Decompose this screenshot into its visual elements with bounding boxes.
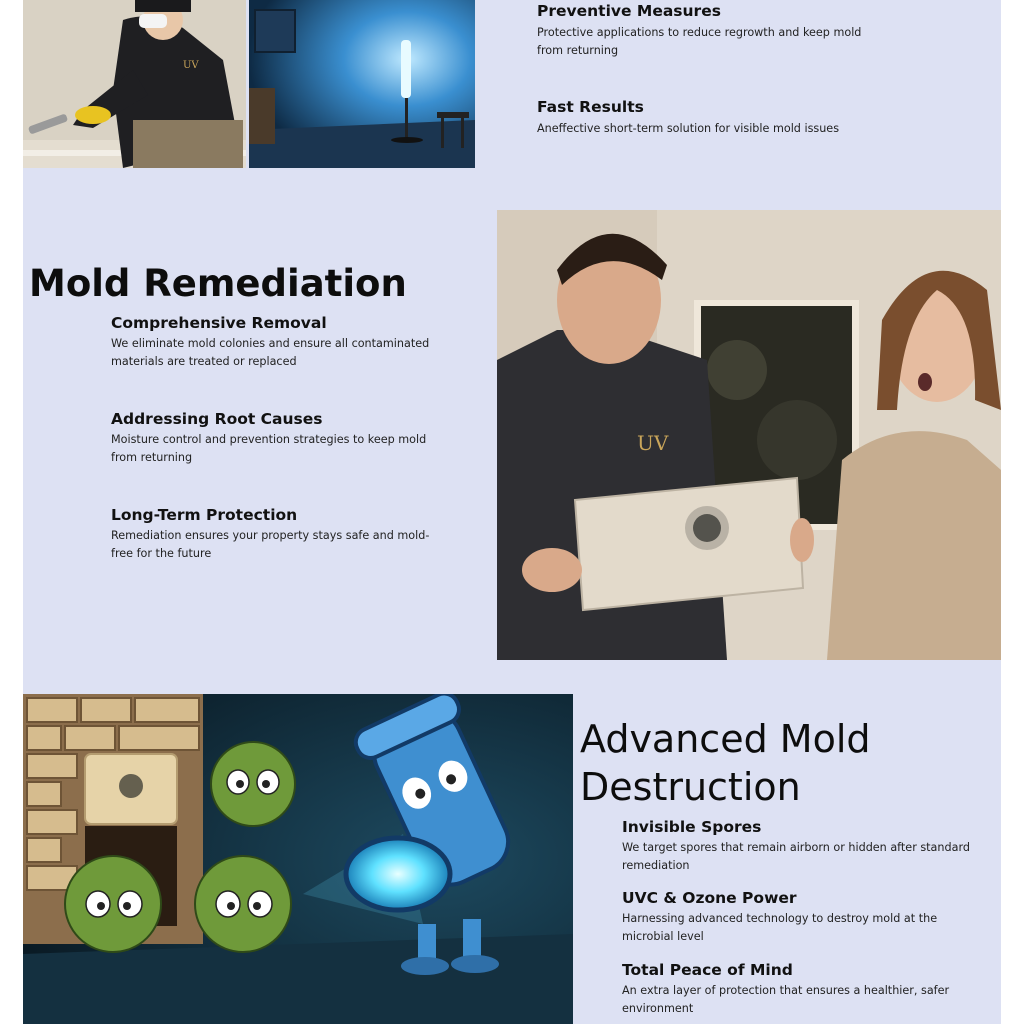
technician-spraying-image: [23, 0, 246, 168]
feature-description: We eliminate mold colonies and ensure all contaminated materials are treated or replaced: [111, 337, 430, 368]
feature-description: Remediation ensures your property stays safe and mold-free for the future: [111, 529, 430, 560]
feature-title: Preventive Measures: [537, 2, 721, 20]
feature-description: An extra layer of protection that ensures a healthier, safer environment: [622, 984, 950, 1015]
feature-description: Aneffective short-term solution for visible mold issues: [537, 122, 840, 135]
feature-description: Protective applications to reduce regrowth and keep mold from returning: [537, 26, 862, 57]
svg-text:UV: UV: [183, 60, 199, 71]
feature-title: Total Peace of Mind: [622, 961, 793, 979]
technician-and-homeowner-image: [497, 210, 1001, 660]
section-heading-line1: Advanced Mold: [580, 717, 871, 761]
feature-title: Long-Term Protection: [111, 506, 298, 524]
feature-title: Comprehensive Removal: [111, 314, 327, 332]
feature-title: Invisible Spores: [622, 818, 762, 836]
feature-description: We target spores that remain airborn or hidden after standard remediation: [622, 841, 970, 872]
feature-description: Moisture control and prevention strategies to keep mold from returning: [111, 433, 427, 464]
section-heading: Mold Remediation: [29, 262, 407, 305]
cartoon-uv-flashlight-spores-image: [23, 694, 573, 1024]
uv-lamp-room-image: [249, 0, 475, 168]
section-heading-line2: Destruction: [580, 765, 801, 809]
feature-title: UVC & Ozone Power: [622, 889, 797, 907]
feature-title: Fast Results: [537, 98, 644, 116]
feature-title: Addressing Root Causes: [111, 410, 323, 428]
shirt-logo: UV: [637, 431, 669, 455]
feature-description: Harnessing advanced technology to destroy mold at the microbial level: [622, 912, 938, 943]
